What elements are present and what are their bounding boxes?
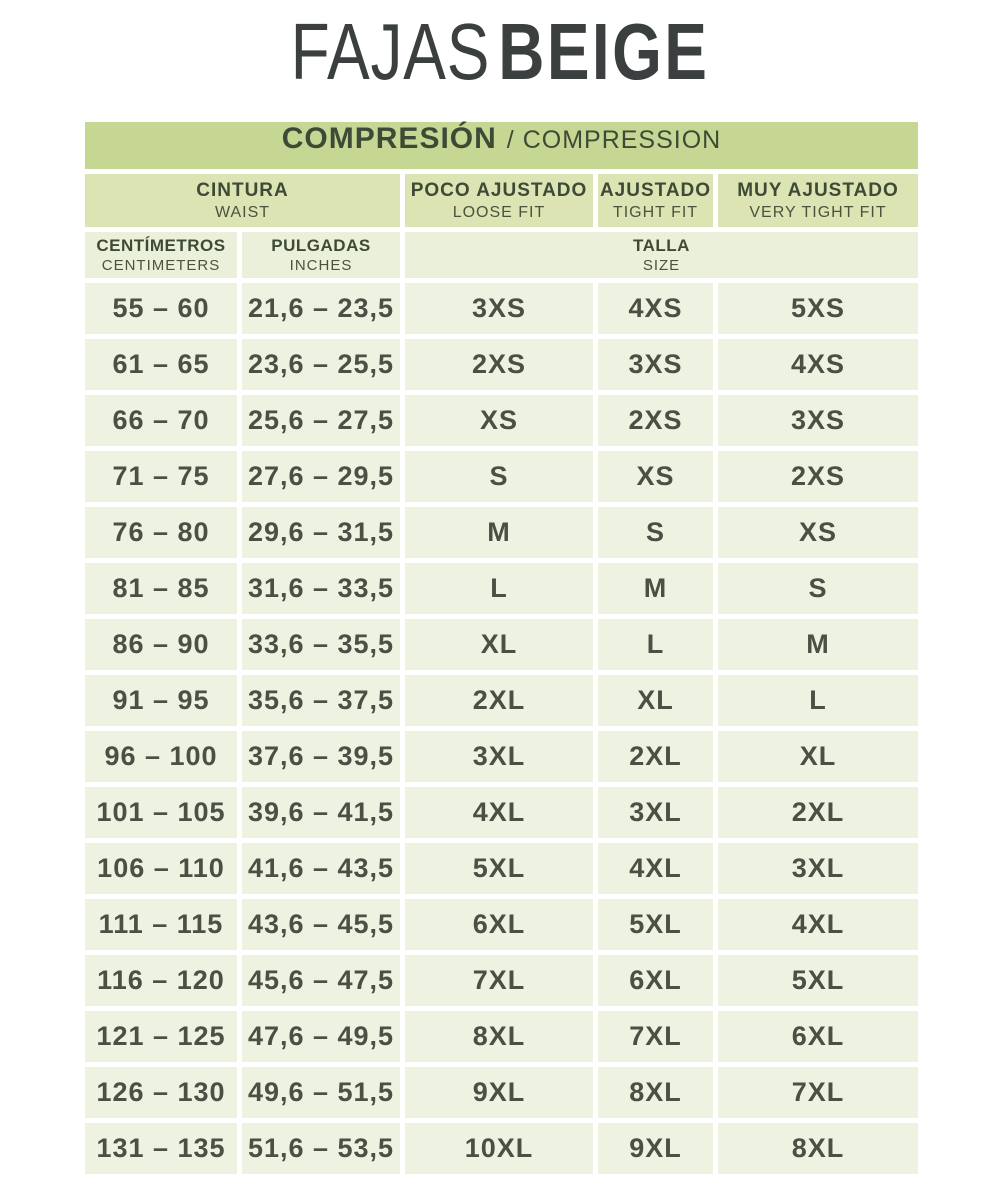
row-waist-cm-cell: 131 – 135 bbox=[85, 1123, 237, 1174]
compression-label-en: / COMPRESSION bbox=[506, 126, 722, 154]
loose-fit-label-en: LOOSE FIT bbox=[452, 203, 546, 221]
row-size-very-tight-cell: 4XS bbox=[718, 339, 918, 390]
column-header-very-tight-fit bbox=[718, 174, 918, 227]
row-size-loose-cell: 10XL bbox=[405, 1123, 593, 1174]
row-waist-inches-cell: 29,6 – 31,5 bbox=[242, 507, 400, 558]
row-waist-inches-cell: 37,6 – 39,5 bbox=[242, 731, 400, 782]
row-size-tight-cell: S bbox=[598, 507, 713, 558]
row-waist-cm-cell: 66 – 70 bbox=[85, 395, 237, 446]
row-size-loose-cell: 2XL bbox=[405, 675, 593, 726]
row-size-tight-cell: 3XS bbox=[598, 339, 713, 390]
subheader-centimeters bbox=[85, 232, 237, 278]
loose-fit-label-es: POCO AJUSTADO bbox=[410, 179, 588, 201]
waist-label-es: CINTURA bbox=[196, 179, 289, 201]
row-waist-inches-cell: 27,6 – 29,5 bbox=[242, 451, 400, 502]
row-waist-cm-cell: 76 – 80 bbox=[85, 507, 237, 558]
row-waist-inches-cell: 51,6 – 53,5 bbox=[242, 1123, 400, 1174]
title-fajas: FAJAS bbox=[290, 7, 491, 96]
row-size-tight-cell: XL bbox=[598, 675, 713, 726]
row-waist-inches-cell: 21,6 – 23,5 bbox=[242, 283, 400, 334]
tight-fit-label-es: AJUSTADO bbox=[599, 179, 712, 201]
row-size-tight-cell: 5XL bbox=[598, 899, 713, 950]
row-waist-inches-cell: 49,6 – 51,5 bbox=[242, 1067, 400, 1118]
row-waist-cm-cell: 126 – 130 bbox=[85, 1067, 237, 1118]
row-size-loose-cell: 5XL bbox=[405, 843, 593, 894]
row-size-tight-cell: L bbox=[598, 619, 713, 670]
row-waist-inches-cell: 45,6 – 47,5 bbox=[242, 955, 400, 1006]
row-size-loose-cell: 9XL bbox=[405, 1067, 593, 1118]
very-tight-fit-label-es: MUY AJUSTADO bbox=[737, 179, 899, 201]
row-size-very-tight-cell: 5XL bbox=[718, 955, 918, 1006]
row-size-tight-cell: 8XL bbox=[598, 1067, 713, 1118]
row-waist-inches-cell: 35,6 – 37,5 bbox=[242, 675, 400, 726]
row-waist-inches-cell: 47,6 – 49,5 bbox=[242, 1011, 400, 1062]
row-size-loose-cell: 2XS bbox=[405, 339, 593, 390]
row-size-very-tight-cell: M bbox=[718, 619, 918, 670]
centimeters-label-es: CENTÍMETROS bbox=[96, 236, 226, 255]
row-size-tight-cell: M bbox=[598, 563, 713, 614]
row-waist-inches-cell: 25,6 – 27,5 bbox=[242, 395, 400, 446]
inches-label-es: PULGADAS bbox=[271, 236, 371, 255]
row-size-tight-cell: 6XL bbox=[598, 955, 713, 1006]
row-size-very-tight-cell: 4XL bbox=[718, 899, 918, 950]
page-title bbox=[100, 7, 900, 96]
size-label-es: TALLA bbox=[633, 236, 690, 255]
inches-label-en: INCHES bbox=[289, 257, 353, 274]
compression-header-bar bbox=[85, 122, 918, 169]
row-size-tight-cell: 4XS bbox=[598, 283, 713, 334]
row-size-loose-cell: M bbox=[405, 507, 593, 558]
row-size-very-tight-cell: 6XL bbox=[718, 1011, 918, 1062]
row-waist-inches-cell: 43,6 – 45,5 bbox=[242, 899, 400, 950]
row-size-very-tight-cell: 7XL bbox=[718, 1067, 918, 1118]
row-size-tight-cell: 2XS bbox=[598, 395, 713, 446]
row-size-very-tight-cell: 3XL bbox=[718, 843, 918, 894]
row-size-very-tight-cell: 2XS bbox=[718, 451, 918, 502]
row-size-very-tight-cell: 8XL bbox=[718, 1123, 918, 1174]
row-waist-cm-cell: 121 – 125 bbox=[85, 1011, 237, 1062]
waist-label-en: WAIST bbox=[214, 203, 271, 221]
row-waist-inches-cell: 31,6 – 33,5 bbox=[242, 563, 400, 614]
row-size-loose-cell: 7XL bbox=[405, 955, 593, 1006]
row-waist-cm-cell: 101 – 105 bbox=[85, 787, 237, 838]
row-waist-cm-cell: 111 – 115 bbox=[85, 899, 237, 950]
row-size-loose-cell: 3XL bbox=[405, 731, 593, 782]
row-waist-cm-cell: 106 – 110 bbox=[85, 843, 237, 894]
row-size-loose-cell: 4XL bbox=[405, 787, 593, 838]
row-waist-inches-cell: 23,6 – 25,5 bbox=[242, 339, 400, 390]
subheader-inches bbox=[242, 232, 400, 278]
row-waist-cm-cell: 91 – 95 bbox=[85, 675, 237, 726]
row-size-tight-cell: XS bbox=[598, 451, 713, 502]
row-size-tight-cell: 9XL bbox=[598, 1123, 713, 1174]
column-header-tight-fit bbox=[598, 174, 713, 227]
row-size-loose-cell: XL bbox=[405, 619, 593, 670]
row-size-very-tight-cell: 5XS bbox=[718, 283, 918, 334]
row-size-loose-cell: S bbox=[405, 451, 593, 502]
row-size-loose-cell: XS bbox=[405, 395, 593, 446]
row-size-tight-cell: 4XL bbox=[598, 843, 713, 894]
column-header-loose-fit bbox=[405, 174, 593, 227]
row-size-very-tight-cell: XL bbox=[718, 731, 918, 782]
row-size-loose-cell: 8XL bbox=[405, 1011, 593, 1062]
row-size-loose-cell: 6XL bbox=[405, 899, 593, 950]
title-beige: BEIGE bbox=[498, 7, 710, 96]
row-waist-cm-cell: 81 – 85 bbox=[85, 563, 237, 614]
row-size-loose-cell: 3XS bbox=[405, 283, 593, 334]
row-waist-cm-cell: 116 – 120 bbox=[85, 955, 237, 1006]
row-size-tight-cell: 7XL bbox=[598, 1011, 713, 1062]
size-label-en: SIZE bbox=[642, 257, 681, 274]
very-tight-fit-label-en: VERY TIGHT FIT bbox=[749, 203, 887, 221]
row-size-tight-cell: 3XL bbox=[598, 787, 713, 838]
row-size-very-tight-cell: S bbox=[718, 563, 918, 614]
row-waist-cm-cell: 61 – 65 bbox=[85, 339, 237, 390]
centimeters-label-en: CENTIMETERS bbox=[101, 257, 221, 274]
row-size-very-tight-cell: L bbox=[718, 675, 918, 726]
row-waist-cm-cell: 96 – 100 bbox=[85, 731, 237, 782]
row-size-tight-cell: 2XL bbox=[598, 731, 713, 782]
size-chart-table bbox=[85, 122, 918, 1174]
row-waist-cm-cell: 55 – 60 bbox=[85, 283, 237, 334]
row-waist-inches-cell: 33,6 – 35,5 bbox=[242, 619, 400, 670]
row-size-loose-cell: L bbox=[405, 563, 593, 614]
row-size-very-tight-cell: 3XS bbox=[718, 395, 918, 446]
row-size-very-tight-cell: XS bbox=[718, 507, 918, 558]
row-waist-cm-cell: 71 – 75 bbox=[85, 451, 237, 502]
row-waist-inches-cell: 39,6 – 41,5 bbox=[242, 787, 400, 838]
row-waist-cm-cell: 86 – 90 bbox=[85, 619, 237, 670]
row-waist-inches-cell: 41,6 – 43,5 bbox=[242, 843, 400, 894]
tight-fit-label-en: TIGHT FIT bbox=[612, 203, 699, 221]
row-size-very-tight-cell: 2XL bbox=[718, 787, 918, 838]
column-header-waist bbox=[85, 174, 400, 227]
subheader-size bbox=[405, 232, 918, 278]
compression-label-es: COMPRESIÓN bbox=[281, 122, 497, 155]
